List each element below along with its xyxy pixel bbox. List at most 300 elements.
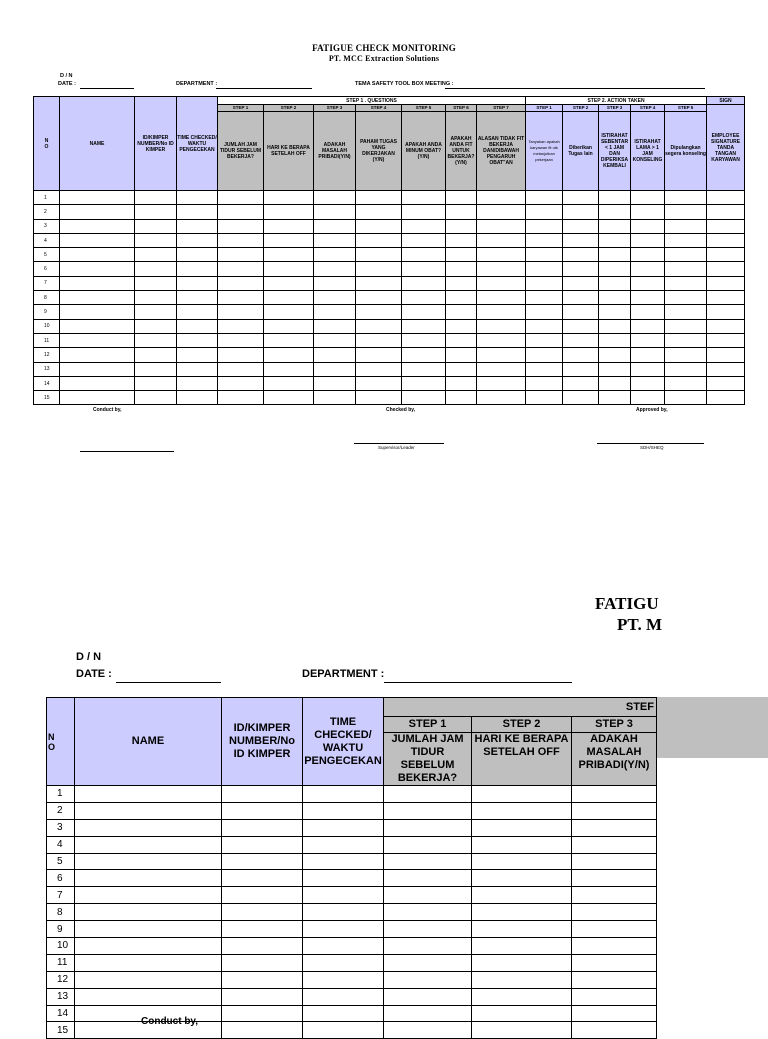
table-cell[interactable] xyxy=(665,348,707,362)
zoom-table-cell[interactable] xyxy=(222,954,303,971)
table-cell[interactable] xyxy=(446,248,477,262)
table-cell[interactable] xyxy=(264,333,314,347)
table-cell[interactable] xyxy=(599,191,631,205)
table-cell[interactable] xyxy=(446,233,477,247)
table-cell[interactable] xyxy=(599,276,631,290)
zoom-table-cell[interactable] xyxy=(303,786,384,803)
table-cell[interactable] xyxy=(177,291,218,305)
table-cell[interactable] xyxy=(135,205,177,219)
table-cell[interactable] xyxy=(402,191,446,205)
table-cell[interactable] xyxy=(177,219,218,233)
zoom-table-cell[interactable] xyxy=(75,853,222,870)
table-cell[interactable] xyxy=(402,333,446,347)
table-cell[interactable] xyxy=(707,333,745,347)
zoom-table-cell[interactable] xyxy=(384,853,472,870)
zoom-table-cell[interactable] xyxy=(472,1022,572,1039)
table-cell[interactable] xyxy=(218,191,264,205)
table-cell[interactable] xyxy=(402,362,446,376)
table-cell[interactable] xyxy=(60,219,135,233)
table-cell[interactable] xyxy=(526,305,563,319)
table-cell[interactable] xyxy=(402,248,446,262)
zoom-table-cell[interactable] xyxy=(472,802,572,819)
zoom-table-cell[interactable] xyxy=(572,802,657,819)
table-cell[interactable] xyxy=(665,391,707,405)
table-cell[interactable] xyxy=(314,305,356,319)
table-cell[interactable] xyxy=(599,305,631,319)
table-cell[interactable] xyxy=(356,348,402,362)
table-cell[interactable] xyxy=(314,376,356,390)
zoom-table-cell[interactable] xyxy=(222,938,303,955)
table-cell[interactable] xyxy=(631,219,665,233)
table-cell[interactable] xyxy=(135,233,177,247)
table-cell[interactable] xyxy=(264,262,314,276)
table-cell[interactable] xyxy=(563,348,599,362)
zoom-table-cell[interactable] xyxy=(472,887,572,904)
table-cell[interactable] xyxy=(177,205,218,219)
approved-sign-line[interactable] xyxy=(597,443,704,444)
date-line[interactable] xyxy=(80,88,134,89)
table-cell[interactable] xyxy=(264,191,314,205)
table-cell[interactable] xyxy=(218,233,264,247)
table-cell[interactable] xyxy=(526,248,563,262)
table-cell[interactable] xyxy=(218,376,264,390)
table-cell[interactable] xyxy=(135,391,177,405)
table-cell[interactable] xyxy=(665,262,707,276)
zoom-table-cell[interactable] xyxy=(222,971,303,988)
table-cell[interactable] xyxy=(402,205,446,219)
table-cell[interactable] xyxy=(135,291,177,305)
zoom-table-cell[interactable] xyxy=(222,786,303,803)
table-cell[interactable] xyxy=(526,291,563,305)
table-cell[interactable] xyxy=(477,248,526,262)
zoom-table-cell[interactable] xyxy=(303,988,384,1005)
zoom-table-cell[interactable] xyxy=(384,836,472,853)
table-cell[interactable] xyxy=(599,333,631,347)
table-cell[interactable] xyxy=(563,233,599,247)
zoom-table-cell[interactable] xyxy=(384,802,472,819)
table-cell[interactable] xyxy=(177,333,218,347)
zoom-table-cell[interactable] xyxy=(472,938,572,955)
table-cell[interactable] xyxy=(599,362,631,376)
table-cell[interactable] xyxy=(631,348,665,362)
table-cell[interactable] xyxy=(631,276,665,290)
zoom-table-cell[interactable] xyxy=(572,887,657,904)
table-cell[interactable] xyxy=(526,362,563,376)
table-cell[interactable] xyxy=(356,291,402,305)
zoom-table-cell[interactable] xyxy=(472,836,572,853)
table-cell[interactable] xyxy=(477,276,526,290)
table-cell[interactable] xyxy=(599,262,631,276)
zoom-table-cell[interactable] xyxy=(75,904,222,921)
zoom-table-cell[interactable] xyxy=(303,921,384,938)
zoom-date-line[interactable] xyxy=(116,682,221,683)
zoom-table-cell[interactable] xyxy=(75,887,222,904)
zoom-table-cell[interactable] xyxy=(222,819,303,836)
table-cell[interactable] xyxy=(599,291,631,305)
zoom-table-cell[interactable] xyxy=(303,819,384,836)
table-cell[interactable] xyxy=(402,376,446,390)
table-cell[interactable] xyxy=(177,262,218,276)
table-cell[interactable] xyxy=(477,305,526,319)
zoom-table-cell[interactable] xyxy=(303,904,384,921)
table-cell[interactable] xyxy=(446,305,477,319)
table-cell[interactable] xyxy=(446,319,477,333)
table-cell[interactable] xyxy=(707,205,745,219)
zoom-table-cell[interactable] xyxy=(572,921,657,938)
zoom-table-cell[interactable] xyxy=(472,819,572,836)
table-cell[interactable] xyxy=(707,262,745,276)
table-cell[interactable] xyxy=(665,333,707,347)
table-cell[interactable] xyxy=(563,262,599,276)
table-cell[interactable] xyxy=(314,391,356,405)
table-cell[interactable] xyxy=(264,219,314,233)
table-cell[interactable] xyxy=(707,276,745,290)
table-cell[interactable] xyxy=(60,276,135,290)
table-cell[interactable] xyxy=(563,319,599,333)
table-cell[interactable] xyxy=(707,233,745,247)
table-cell[interactable] xyxy=(135,248,177,262)
table-cell[interactable] xyxy=(402,291,446,305)
table-cell[interactable] xyxy=(707,391,745,405)
table-cell[interactable] xyxy=(707,319,745,333)
table-cell[interactable] xyxy=(218,291,264,305)
table-cell[interactable] xyxy=(356,262,402,276)
zoom-table-cell[interactable] xyxy=(384,1022,472,1039)
table-cell[interactable] xyxy=(218,262,264,276)
table-cell[interactable] xyxy=(60,248,135,262)
table-cell[interactable] xyxy=(563,376,599,390)
table-cell[interactable] xyxy=(665,376,707,390)
table-cell[interactable] xyxy=(60,262,135,276)
table-cell[interactable] xyxy=(665,205,707,219)
table-cell[interactable] xyxy=(446,391,477,405)
table-cell[interactable] xyxy=(526,319,563,333)
conduct-sign-line[interactable] xyxy=(80,451,174,452)
table-cell[interactable] xyxy=(631,362,665,376)
zoom-table-cell[interactable] xyxy=(303,853,384,870)
table-cell[interactable] xyxy=(477,291,526,305)
table-cell[interactable] xyxy=(356,191,402,205)
table-cell[interactable] xyxy=(218,362,264,376)
table-cell[interactable] xyxy=(60,305,135,319)
table-cell[interactable] xyxy=(218,248,264,262)
table-cell[interactable] xyxy=(177,348,218,362)
zoom-table-cell[interactable] xyxy=(384,819,472,836)
zoom-table-cell[interactable] xyxy=(222,1022,303,1039)
zoom-table-cell[interactable] xyxy=(222,921,303,938)
table-cell[interactable] xyxy=(477,348,526,362)
table-cell[interactable] xyxy=(177,276,218,290)
table-cell[interactable] xyxy=(356,333,402,347)
zoom-table-cell[interactable] xyxy=(303,1022,384,1039)
zoom-table-cell[interactable] xyxy=(572,1022,657,1039)
table-cell[interactable] xyxy=(402,219,446,233)
table-cell[interactable] xyxy=(314,333,356,347)
table-cell[interactable] xyxy=(446,362,477,376)
table-cell[interactable] xyxy=(563,248,599,262)
zoom-table-cell[interactable] xyxy=(75,802,222,819)
zoom-table-cell[interactable] xyxy=(222,1005,303,1022)
table-cell[interactable] xyxy=(477,319,526,333)
zoom-table-cell[interactable] xyxy=(472,870,572,887)
table-cell[interactable] xyxy=(356,376,402,390)
table-cell[interactable] xyxy=(177,305,218,319)
table-cell[interactable] xyxy=(665,248,707,262)
zoom-table-cell[interactable] xyxy=(75,870,222,887)
zoom-table-cell[interactable] xyxy=(75,971,222,988)
table-cell[interactable] xyxy=(218,205,264,219)
table-cell[interactable] xyxy=(135,333,177,347)
table-cell[interactable] xyxy=(631,376,665,390)
table-cell[interactable] xyxy=(707,362,745,376)
zoom-table-cell[interactable] xyxy=(572,938,657,955)
table-cell[interactable] xyxy=(314,276,356,290)
table-cell[interactable] xyxy=(218,319,264,333)
table-cell[interactable] xyxy=(631,233,665,247)
table-cell[interactable] xyxy=(264,305,314,319)
table-cell[interactable] xyxy=(665,291,707,305)
table-cell[interactable] xyxy=(314,205,356,219)
table-cell[interactable] xyxy=(264,291,314,305)
table-cell[interactable] xyxy=(60,291,135,305)
table-cell[interactable] xyxy=(177,376,218,390)
zoom-table-cell[interactable] xyxy=(303,870,384,887)
table-cell[interactable] xyxy=(356,305,402,319)
zoom-table-cell[interactable] xyxy=(572,1005,657,1022)
zoom-table-cell[interactable] xyxy=(384,786,472,803)
zoom-table-cell[interactable] xyxy=(75,819,222,836)
table-cell[interactable] xyxy=(446,191,477,205)
zoom-table-cell[interactable] xyxy=(384,870,472,887)
table-cell[interactable] xyxy=(60,333,135,347)
zoom-table-cell[interactable] xyxy=(222,870,303,887)
table-cell[interactable] xyxy=(707,376,745,390)
table-cell[interactable] xyxy=(177,319,218,333)
table-cell[interactable] xyxy=(177,391,218,405)
table-cell[interactable] xyxy=(314,291,356,305)
table-cell[interactable] xyxy=(631,391,665,405)
table-cell[interactable] xyxy=(631,305,665,319)
table-cell[interactable] xyxy=(264,276,314,290)
zoom-table-cell[interactable] xyxy=(222,988,303,1005)
table-cell[interactable] xyxy=(477,205,526,219)
zoom-table-cell[interactable] xyxy=(222,904,303,921)
table-cell[interactable] xyxy=(135,305,177,319)
table-cell[interactable] xyxy=(477,233,526,247)
table-cell[interactable] xyxy=(665,191,707,205)
zoom-table-cell[interactable] xyxy=(572,954,657,971)
zoom-table-cell[interactable] xyxy=(472,988,572,1005)
table-cell[interactable] xyxy=(526,191,563,205)
table-cell[interactable] xyxy=(599,248,631,262)
table-cell[interactable] xyxy=(314,362,356,376)
table-cell[interactable] xyxy=(526,333,563,347)
table-cell[interactable] xyxy=(135,348,177,362)
table-cell[interactable] xyxy=(264,205,314,219)
table-cell[interactable] xyxy=(177,191,218,205)
table-cell[interactable] xyxy=(177,362,218,376)
table-cell[interactable] xyxy=(177,248,218,262)
table-cell[interactable] xyxy=(563,305,599,319)
table-cell[interactable] xyxy=(446,205,477,219)
table-cell[interactable] xyxy=(218,333,264,347)
table-cell[interactable] xyxy=(477,391,526,405)
zoom-table-cell[interactable] xyxy=(472,954,572,971)
table-cell[interactable] xyxy=(599,219,631,233)
zoom-table-cell[interactable] xyxy=(384,938,472,955)
department-line[interactable] xyxy=(216,88,312,89)
table-cell[interactable] xyxy=(314,262,356,276)
table-cell[interactable] xyxy=(563,333,599,347)
table-cell[interactable] xyxy=(446,262,477,276)
table-cell[interactable] xyxy=(264,376,314,390)
table-cell[interactable] xyxy=(563,191,599,205)
zoom-table-cell[interactable] xyxy=(472,921,572,938)
table-cell[interactable] xyxy=(135,376,177,390)
table-cell[interactable] xyxy=(599,376,631,390)
tema-line[interactable] xyxy=(445,88,705,89)
table-cell[interactable] xyxy=(477,333,526,347)
table-cell[interactable] xyxy=(218,219,264,233)
zoom-table-cell[interactable] xyxy=(472,786,572,803)
table-cell[interactable] xyxy=(526,276,563,290)
table-cell[interactable] xyxy=(402,319,446,333)
table-cell[interactable] xyxy=(314,248,356,262)
zoom-table-cell[interactable] xyxy=(572,870,657,887)
table-cell[interactable] xyxy=(402,391,446,405)
zoom-table-cell[interactable] xyxy=(303,971,384,988)
table-cell[interactable] xyxy=(526,219,563,233)
table-cell[interactable] xyxy=(563,291,599,305)
table-cell[interactable] xyxy=(314,319,356,333)
table-cell[interactable] xyxy=(356,276,402,290)
table-cell[interactable] xyxy=(314,233,356,247)
table-cell[interactable] xyxy=(477,376,526,390)
zoom-table-cell[interactable] xyxy=(472,971,572,988)
table-cell[interactable] xyxy=(356,233,402,247)
table-cell[interactable] xyxy=(599,391,631,405)
table-cell[interactable] xyxy=(446,348,477,362)
zoom-table-cell[interactable] xyxy=(75,938,222,955)
table-cell[interactable] xyxy=(402,233,446,247)
table-cell[interactable] xyxy=(177,233,218,247)
zoom-table-cell[interactable] xyxy=(384,954,472,971)
table-cell[interactable] xyxy=(264,248,314,262)
table-cell[interactable] xyxy=(135,262,177,276)
table-cell[interactable] xyxy=(599,233,631,247)
table-cell[interactable] xyxy=(526,391,563,405)
table-cell[interactable] xyxy=(665,362,707,376)
zoom-table-cell[interactable] xyxy=(303,1005,384,1022)
table-cell[interactable] xyxy=(563,276,599,290)
table-cell[interactable] xyxy=(60,191,135,205)
table-cell[interactable] xyxy=(356,205,402,219)
table-cell[interactable] xyxy=(60,348,135,362)
table-cell[interactable] xyxy=(135,191,177,205)
table-cell[interactable] xyxy=(707,291,745,305)
zoom-table-cell[interactable] xyxy=(384,887,472,904)
table-cell[interactable] xyxy=(665,276,707,290)
table-cell[interactable] xyxy=(402,262,446,276)
zoom-table-cell[interactable] xyxy=(303,887,384,904)
zoom-table-cell[interactable] xyxy=(384,971,472,988)
table-cell[interactable] xyxy=(60,205,135,219)
table-cell[interactable] xyxy=(599,319,631,333)
table-cell[interactable] xyxy=(477,362,526,376)
table-cell[interactable] xyxy=(707,191,745,205)
table-cell[interactable] xyxy=(446,219,477,233)
table-cell[interactable] xyxy=(356,219,402,233)
table-cell[interactable] xyxy=(477,262,526,276)
table-cell[interactable] xyxy=(356,391,402,405)
table-cell[interactable] xyxy=(60,319,135,333)
table-cell[interactable] xyxy=(665,319,707,333)
table-cell[interactable] xyxy=(631,291,665,305)
zoom-table-cell[interactable] xyxy=(572,819,657,836)
table-cell[interactable] xyxy=(218,391,264,405)
table-cell[interactable] xyxy=(314,219,356,233)
zoom-table-cell[interactable] xyxy=(384,988,472,1005)
table-cell[interactable] xyxy=(218,276,264,290)
table-cell[interactable] xyxy=(526,205,563,219)
zoom-table-cell[interactable] xyxy=(303,836,384,853)
table-cell[interactable] xyxy=(477,191,526,205)
zoom-table-cell[interactable] xyxy=(75,836,222,853)
table-cell[interactable] xyxy=(446,291,477,305)
table-cell[interactable] xyxy=(218,348,264,362)
table-cell[interactable] xyxy=(599,205,631,219)
table-cell[interactable] xyxy=(563,205,599,219)
zoom-table-cell[interactable] xyxy=(572,971,657,988)
zoom-table-cell[interactable] xyxy=(222,802,303,819)
table-cell[interactable] xyxy=(264,391,314,405)
zoom-table-cell[interactable] xyxy=(472,1005,572,1022)
table-cell[interactable] xyxy=(356,248,402,262)
table-cell[interactable] xyxy=(264,362,314,376)
zoom-table-cell[interactable] xyxy=(384,921,472,938)
table-cell[interactable] xyxy=(446,276,477,290)
zoom-table-cell[interactable] xyxy=(384,1005,472,1022)
checked-sign-line[interactable] xyxy=(354,443,444,444)
table-cell[interactable] xyxy=(526,233,563,247)
zoom-table-cell[interactable] xyxy=(472,853,572,870)
table-cell[interactable] xyxy=(135,276,177,290)
zoom-table-cell[interactable] xyxy=(75,921,222,938)
table-cell[interactable] xyxy=(665,219,707,233)
zoom-table-cell[interactable] xyxy=(222,853,303,870)
table-cell[interactable] xyxy=(563,362,599,376)
table-cell[interactable] xyxy=(264,233,314,247)
table-cell[interactable] xyxy=(665,305,707,319)
table-cell[interactable] xyxy=(599,348,631,362)
table-cell[interactable] xyxy=(264,319,314,333)
zoom-department-line[interactable] xyxy=(384,682,572,683)
table-cell[interactable] xyxy=(477,219,526,233)
table-cell[interactable] xyxy=(631,205,665,219)
table-cell[interactable] xyxy=(707,248,745,262)
zoom-table-cell[interactable] xyxy=(303,802,384,819)
table-cell[interactable] xyxy=(314,348,356,362)
table-cell[interactable] xyxy=(60,362,135,376)
table-cell[interactable] xyxy=(402,276,446,290)
table-cell[interactable] xyxy=(218,305,264,319)
table-cell[interactable] xyxy=(665,233,707,247)
zoom-table-cell[interactable] xyxy=(222,887,303,904)
zoom-table-cell[interactable] xyxy=(75,988,222,1005)
table-cell[interactable] xyxy=(631,191,665,205)
table-cell[interactable] xyxy=(135,219,177,233)
zoom-table-cell[interactable] xyxy=(303,954,384,971)
